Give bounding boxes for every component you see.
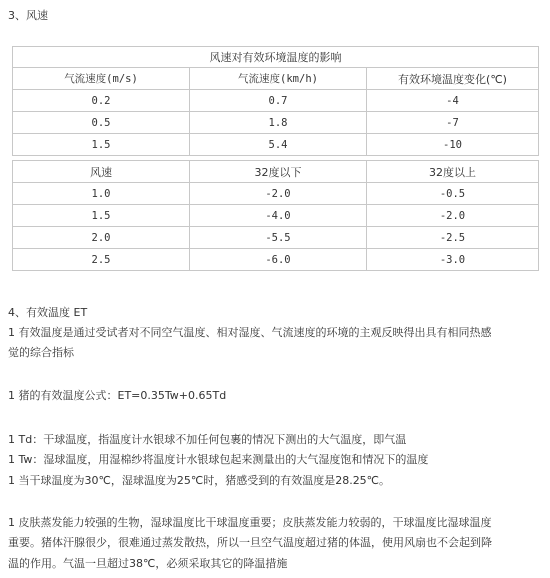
table-cell: -4.0 <box>190 205 367 227</box>
header-cell: 32度以上 <box>367 161 539 183</box>
paragraph-evaporation-line-1: 1 皮肤蒸发能力较强的生物，湿球温度比干球温度重要；皮肤蒸发能力较弱的，干球温度比湿球温度 <box>8 516 492 529</box>
table-cell: -5.5 <box>190 227 367 249</box>
paragraph-evaporation-line-3: 温的作用。气温一旦超过38℃，必须采取其它的降温措施 <box>8 557 288 570</box>
table-cell: -2.0 <box>367 205 539 227</box>
table-cell: -2.5 <box>367 227 539 249</box>
paragraph-evaporation-line-2: 重要。猪体汗腺很少，很难通过蒸发散热，所以一旦空气温度超过猪的体温，使用风扇也不会起到降 <box>8 536 492 549</box>
table-cell: 1.5 <box>13 134 190 156</box>
paragraph-dry-bulb: 1 Td：干球温度，指温度计水银球不加任何包裹的情况下测出的大气温度，即气温 <box>8 433 407 446</box>
wind-temperature-table <box>12 160 539 271</box>
table-row <box>13 205 539 227</box>
header-cell: 气流速度(km/h) <box>190 68 367 90</box>
table-row <box>13 112 539 134</box>
table-cell: -3.0 <box>367 249 539 271</box>
table-header-row <box>13 161 539 183</box>
section-heading-wind-speed: 3、风速 <box>8 9 48 22</box>
table-cell: 5.4 <box>190 134 367 156</box>
table-cell: 0.2 <box>13 90 190 112</box>
table-cell: -6.0 <box>190 249 367 271</box>
paragraph-example: 1 当干球温度为30℃，湿球温度为25℃时，猪感受到的有效温度是28.25℃。 <box>8 474 391 487</box>
table-cell: -7 <box>367 112 539 134</box>
table-row <box>13 183 539 205</box>
wind-effect-table <box>12 46 539 156</box>
table-row <box>13 90 539 112</box>
table-cell: 1.8 <box>190 112 367 134</box>
paragraph-wet-bulb: 1 Tw：湿球温度，用湿棉纱将温度计水银球包起来测量出的大气湿度饱和情况下的温度 <box>8 453 429 466</box>
table-cell: 1.5 <box>13 205 190 227</box>
table-cell: 2.0 <box>13 227 190 249</box>
header-cell: 气流速度(m/s) <box>13 68 190 90</box>
header-cell: 32度以下 <box>190 161 367 183</box>
table-caption: 风速对有效环境温度的影响 <box>13 47 539 68</box>
table-cell: -2.0 <box>190 183 367 205</box>
table-cell: 1.0 <box>13 183 190 205</box>
paragraph-definition-line-1: 1 有效温度是通过受试者对不同空气温度、相对湿度、气流速度的环境的主观反映得出具有相同热感 <box>8 326 492 339</box>
header-cell: 有效环境温度变化(℃) <box>367 68 539 90</box>
table-cell: -0.5 <box>367 183 539 205</box>
table-cell: -4 <box>367 90 539 112</box>
paragraph-formula: 1 猪的有效温度公式：ET=0.35Tw+0.65Td <box>8 389 227 402</box>
section-heading-effective-temperature: 4、有效温度 ET <box>8 306 88 319</box>
table-cell: 0.5 <box>13 112 190 134</box>
table-header-row <box>13 68 539 90</box>
paragraph-definition-line-2: 觉的综合指标 <box>8 346 74 359</box>
table-cell: -10 <box>367 134 539 156</box>
table-cell: 2.5 <box>13 249 190 271</box>
table-row <box>13 227 539 249</box>
header-cell: 风速 <box>13 161 190 183</box>
table-cell: 0.7 <box>190 90 367 112</box>
table-row <box>13 249 539 271</box>
table-row <box>13 134 539 156</box>
